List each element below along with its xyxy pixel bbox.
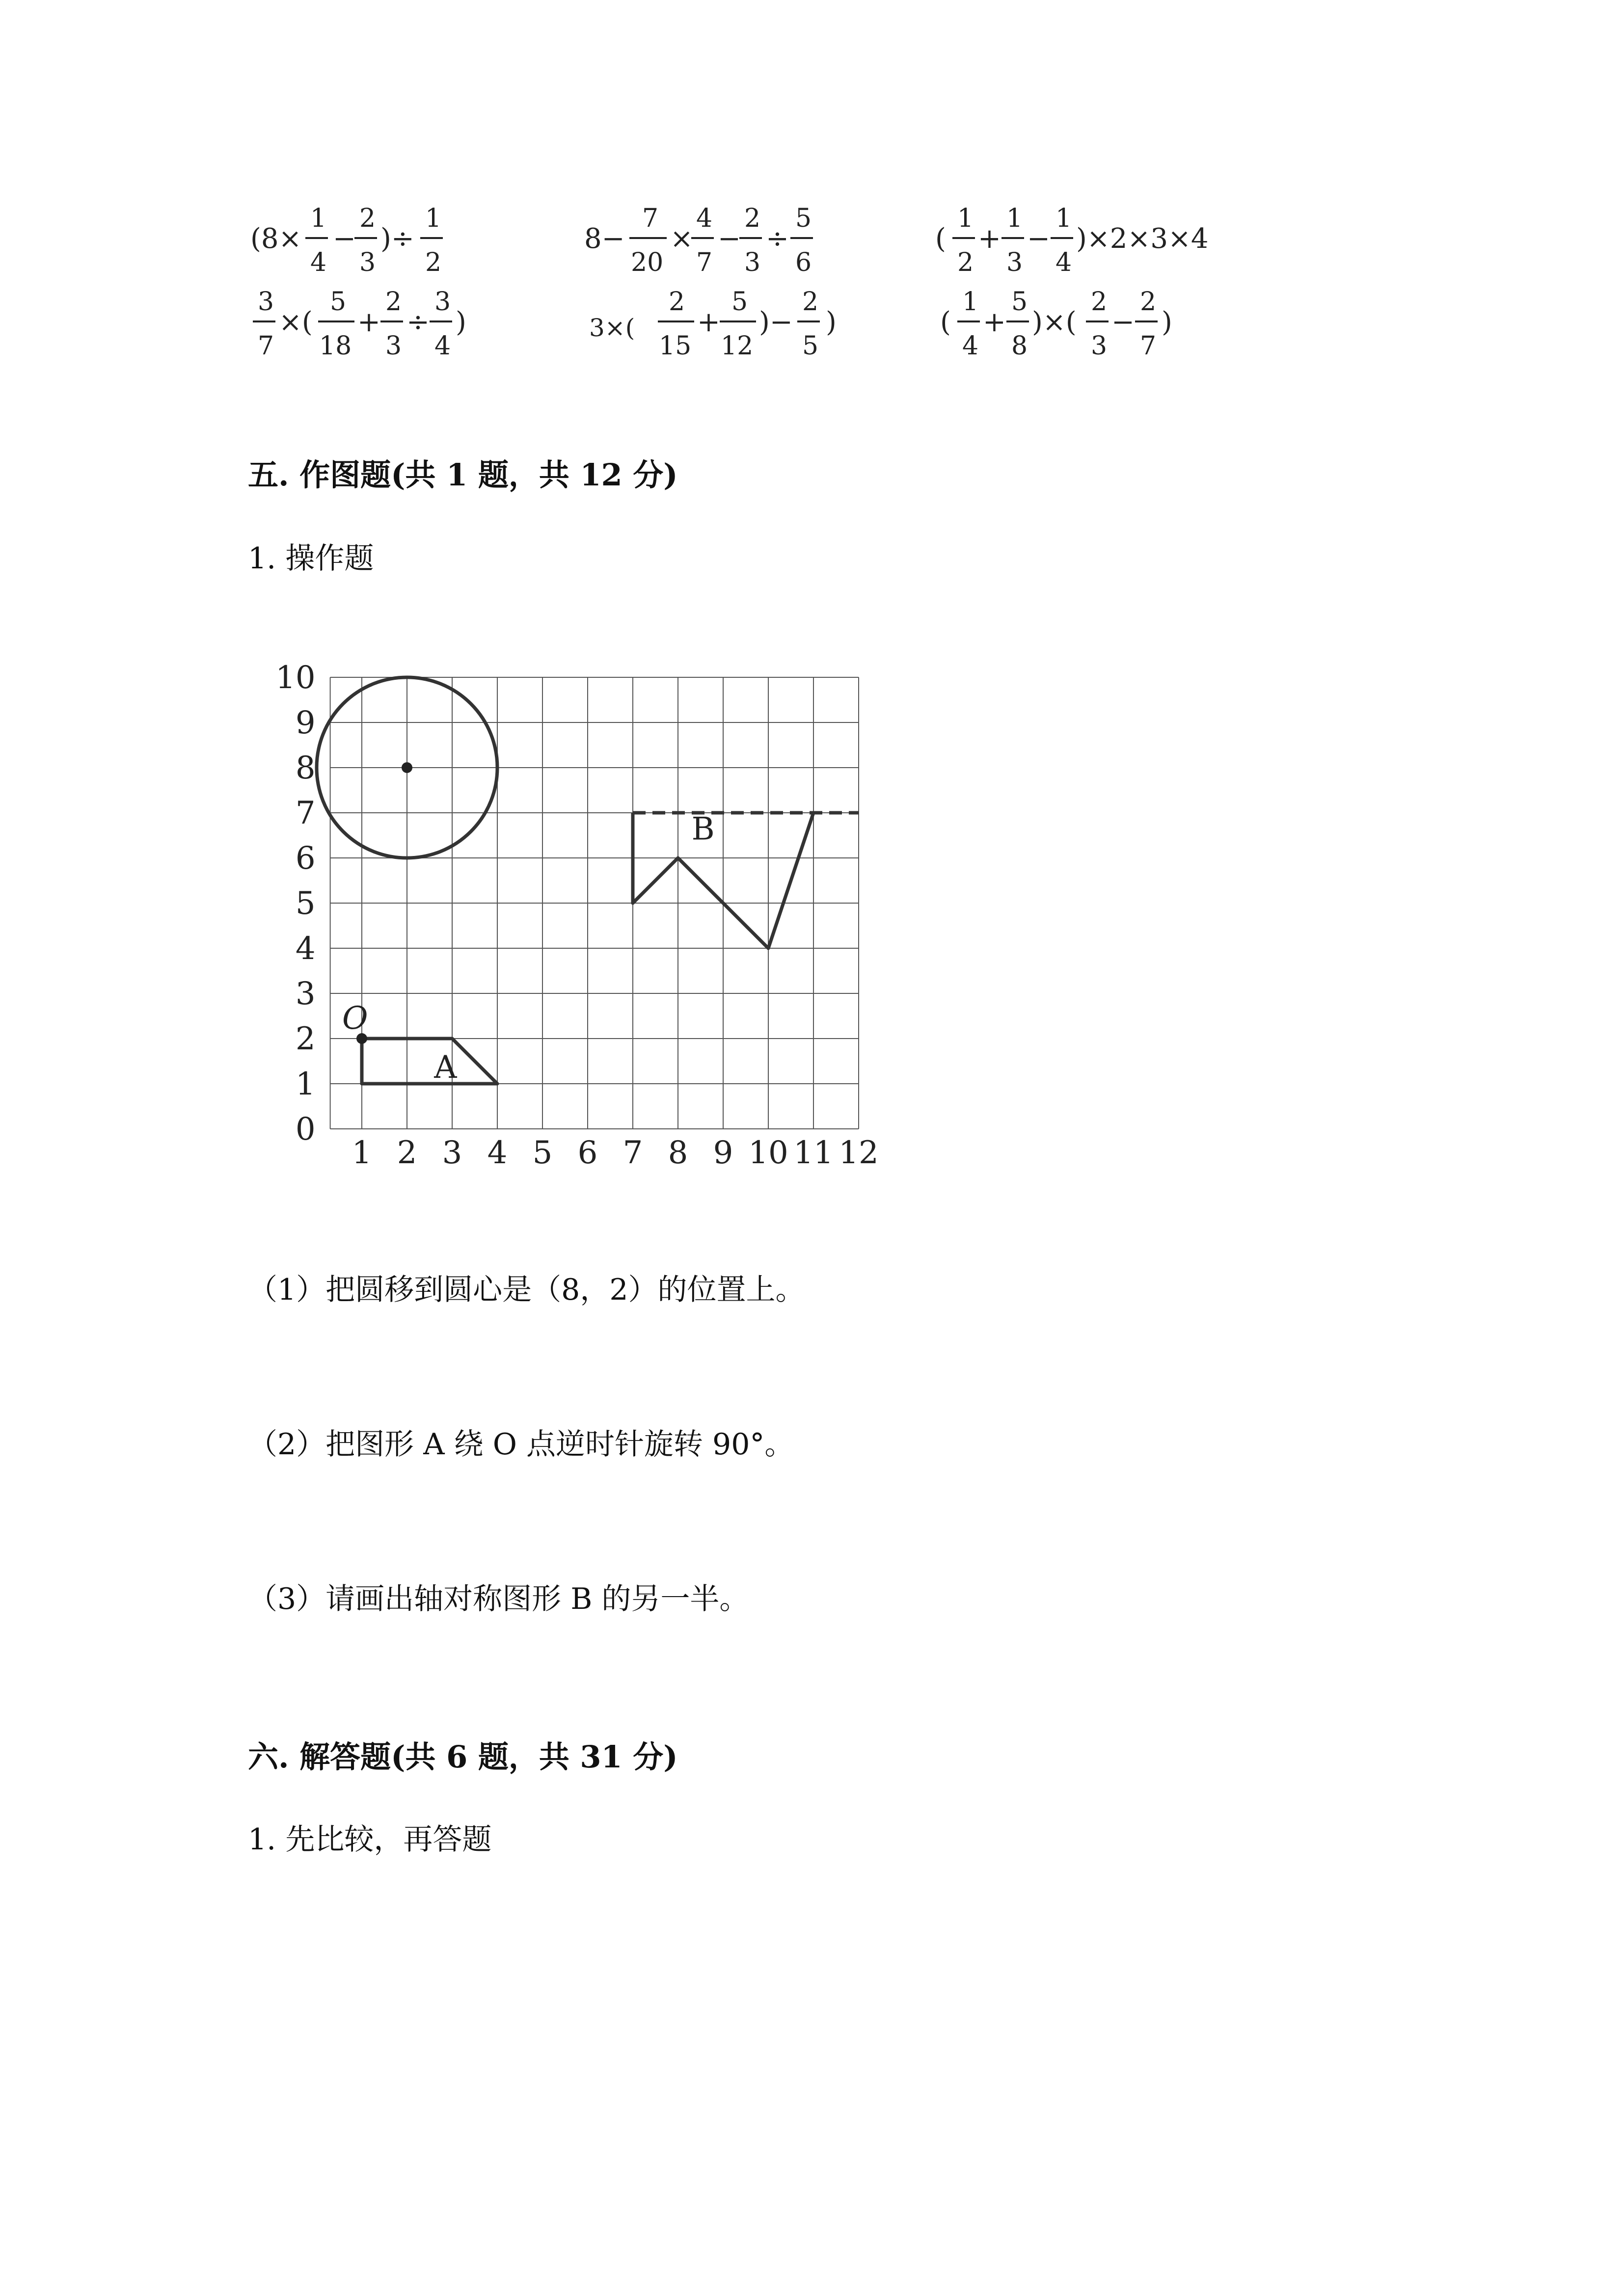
sub-question-2: （2）把图形 A 绕 O 点逆时针旋转 90°。 [248,1427,794,1462]
svg-text:2: 2 [957,248,974,277]
x-tick-label: 12 [839,1135,879,1171]
expression-2-1 [253,287,466,361]
svg-text:+: + [357,306,380,338]
x-tick-label: 11 [793,1135,834,1171]
svg-text:+: + [978,223,1001,255]
svg-text:4: 4 [434,331,451,361]
expression-1-1 [250,204,443,277]
y-tick-label: 7 [295,795,316,831]
svg-text:): ) [826,306,837,338]
svg-text:2: 2 [1091,287,1108,317]
y-tick-label: 10 [275,660,316,696]
y-tick-label: 0 [295,1111,316,1148]
svg-text:3: 3 [1091,331,1108,361]
svg-text:+: + [983,306,1006,338]
svg-text:7: 7 [258,331,274,361]
svg-text:6: 6 [795,248,812,277]
svg-text:5: 5 [731,287,748,317]
svg-text:(: ( [935,223,946,255]
y-tick-label: 9 [295,705,316,741]
svg-text:)÷: )÷ [380,223,414,255]
svg-text:3: 3 [385,331,402,361]
svg-text:5: 5 [1011,287,1028,317]
svg-text:3×(: 3×( [589,314,635,342]
x-tick-label: 8 [668,1135,688,1171]
svg-text:)×2×3×4: )×2×3×4 [1076,223,1209,255]
svg-text:4: 4 [962,331,979,361]
svg-text:5: 5 [795,204,812,233]
svg-text:7: 7 [696,248,713,277]
x-tick-label: 6 [577,1135,598,1171]
y-tick-label: 5 [295,885,316,922]
svg-text:4: 4 [696,204,713,233]
svg-text:18: 18 [319,331,352,361]
svg-text:4: 4 [310,248,327,277]
svg-text:): ) [456,306,466,338]
svg-text:1: 1 [310,204,327,233]
expression-2-2 [589,287,837,361]
svg-text:2: 2 [425,248,442,277]
svg-text:1: 1 [957,204,974,233]
label-a: A [434,1049,457,1086]
shape-a [362,1039,497,1084]
svg-text:3: 3 [744,248,761,277]
svg-text:7: 7 [642,204,659,233]
svg-text:)×(: )×( [1032,306,1077,338]
svg-text:5: 5 [330,287,347,317]
x-tick-label: 2 [397,1135,417,1171]
question-title: 1. 操作题 [248,541,374,576]
svg-text:)−: )− [759,306,793,338]
svg-text:2: 2 [802,287,819,317]
y-tick-label: 6 [295,840,316,877]
expression-1-2 [584,204,813,277]
x-tick-label: 5 [532,1135,553,1171]
grid-lines [330,677,859,1129]
svg-text:−: − [1111,306,1135,338]
x-tick-label: 1 [352,1135,372,1171]
svg-text:3: 3 [434,287,451,317]
svg-text:×: × [670,223,693,255]
expression-1-3 [935,204,1209,277]
sub-question-3: （3）请画出轴对称图形 B 的另一半。 [248,1582,749,1616]
svg-text:2: 2 [744,204,761,233]
svg-text:7: 7 [1140,331,1157,361]
svg-text:1: 1 [425,204,442,233]
x-tick-label: 7 [623,1135,643,1171]
x-tick-label: 10 [748,1135,788,1171]
svg-text:(: ( [940,306,951,338]
y-tick-label: 1 [295,1066,316,1102]
svg-text:÷: ÷ [406,306,430,338]
svg-text:3: 3 [258,287,274,317]
svg-text:12: 12 [721,331,754,361]
math-expressions [0,0,1624,393]
svg-text:−: − [333,223,356,255]
y-tick-label: 4 [295,931,316,967]
x-tick-label: 4 [487,1135,508,1171]
svg-text:÷: ÷ [766,223,789,255]
svg-text:20: 20 [631,248,664,277]
svg-text:−: − [1027,223,1050,255]
coordinate-grid [248,648,911,1178]
svg-text:1: 1 [1006,204,1023,233]
y-tick-label: 2 [295,1021,316,1057]
svg-text:3: 3 [359,248,376,277]
svg-text:8: 8 [1011,331,1028,361]
svg-text:+: + [697,306,720,338]
svg-text:−: − [718,223,741,255]
svg-text:5: 5 [802,331,819,361]
svg-text:1: 1 [962,287,979,317]
label-b: B [691,811,715,848]
x-tick-label: 3 [442,1135,462,1171]
svg-text:3: 3 [1006,248,1023,277]
svg-text:4: 4 [1056,248,1072,277]
grid-axis-labels [275,660,879,1171]
svg-text:2: 2 [385,287,402,317]
section-5-heading: 五. 作图题(共 1 题，共 12 分) [248,457,678,493]
svg-text:8−: 8− [584,223,625,255]
svg-text:×(: ×( [279,306,313,338]
svg-text:(8×: (8× [250,223,302,255]
svg-text:2: 2 [1140,287,1157,317]
y-tick-label: 3 [295,976,316,1012]
x-tick-label: 9 [713,1135,733,1171]
svg-text:2: 2 [669,287,685,317]
svg-text:15: 15 [659,331,692,361]
y-tick-label: 8 [295,750,316,786]
section-6-question-title: 1. 先比较，再答题 [248,1822,492,1857]
expression-2-3 [940,287,1172,361]
circle-center-point [402,762,412,773]
svg-text:): ) [1162,306,1172,338]
svg-text:1: 1 [1056,204,1072,233]
section-6-heading: 六. 解答题(共 6 题，共 31 分) [248,1739,678,1775]
svg-text:2: 2 [359,204,376,233]
sub-question-1: （1）把圆移到圆心是（8，2）的位置上。 [248,1273,805,1307]
label-o: O [342,1000,368,1037]
